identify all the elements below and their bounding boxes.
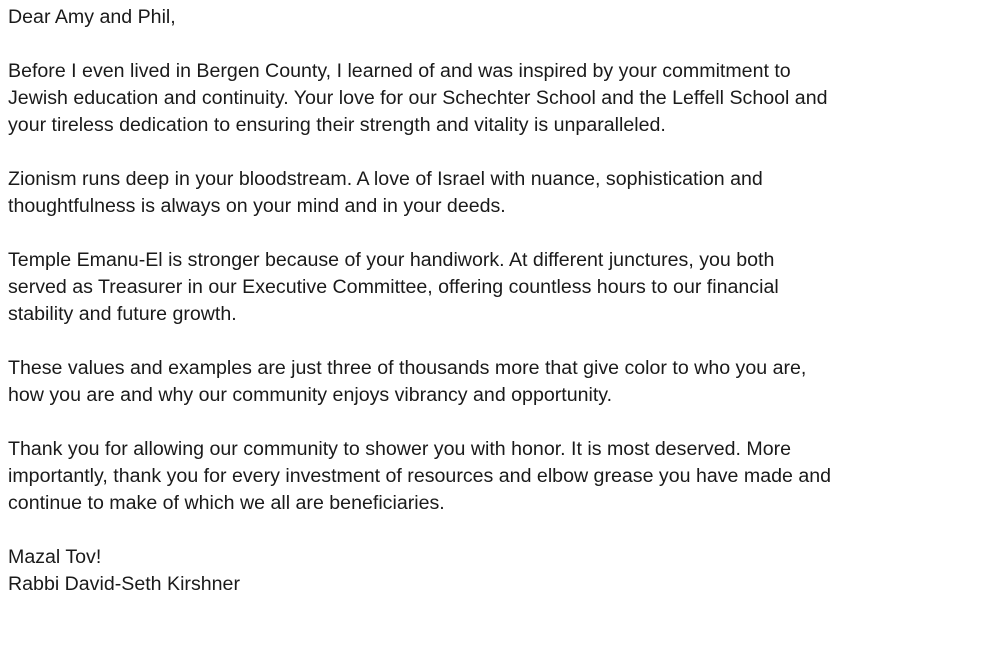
paragraph-line: These values and examples are just three of thousands more that give color to who you are, [8,357,807,379]
paragraph-line: served as Treasurer in our Executive Committee, offering countless hours to our financial [8,276,779,298]
paragraph-line: stability and future growth. [8,303,237,325]
paragraph-line: thoughtfulness is always on your mind and in your deeds. [8,195,506,217]
closing-text: Mazal Tov! [8,546,102,568]
paragraph-line: your tireless dedication to ensuring their strength and vitality is unparalleled. [8,114,666,136]
salutation [8,4,992,31]
signature-text: Rabbi David-Seth Kirshner [8,573,240,595]
paragraph-thanks [8,436,992,517]
letter-body [8,4,992,598]
paragraph-line: importantly, thank you for every investment of resources and elbow grease you have made and [8,465,832,487]
closing-block [8,544,992,598]
paragraph-zionism [8,166,992,220]
paragraph-line: Zionism runs deep in your bloodstream. A love of Israel with nuance, sophistication and [8,168,763,190]
paragraph-line: Temple Emanu-El is stronger because of your handiwork. At different junctures, you both [8,249,775,271]
paragraph-line: Thank you for allowing our community to shower you with honor. It is most deserved. More [8,438,792,460]
paragraph-line: Jewish education and continuity. Your love for our Schechter School and the Leffell School and [8,87,828,109]
paragraph-values [8,355,992,409]
paragraph-temple [8,247,992,328]
salutation-text: Dear Amy and Phil, [8,6,176,28]
paragraph-line: continue to make of which we all are beneficiaries. [8,492,445,514]
paragraph-line: how you are and why our community enjoys vibrancy and opportunity. [8,384,613,406]
paragraph-education [8,58,992,139]
paragraph-line: Before I even lived in Bergen County, I learned of and was inspired by your commitment to [8,60,791,82]
